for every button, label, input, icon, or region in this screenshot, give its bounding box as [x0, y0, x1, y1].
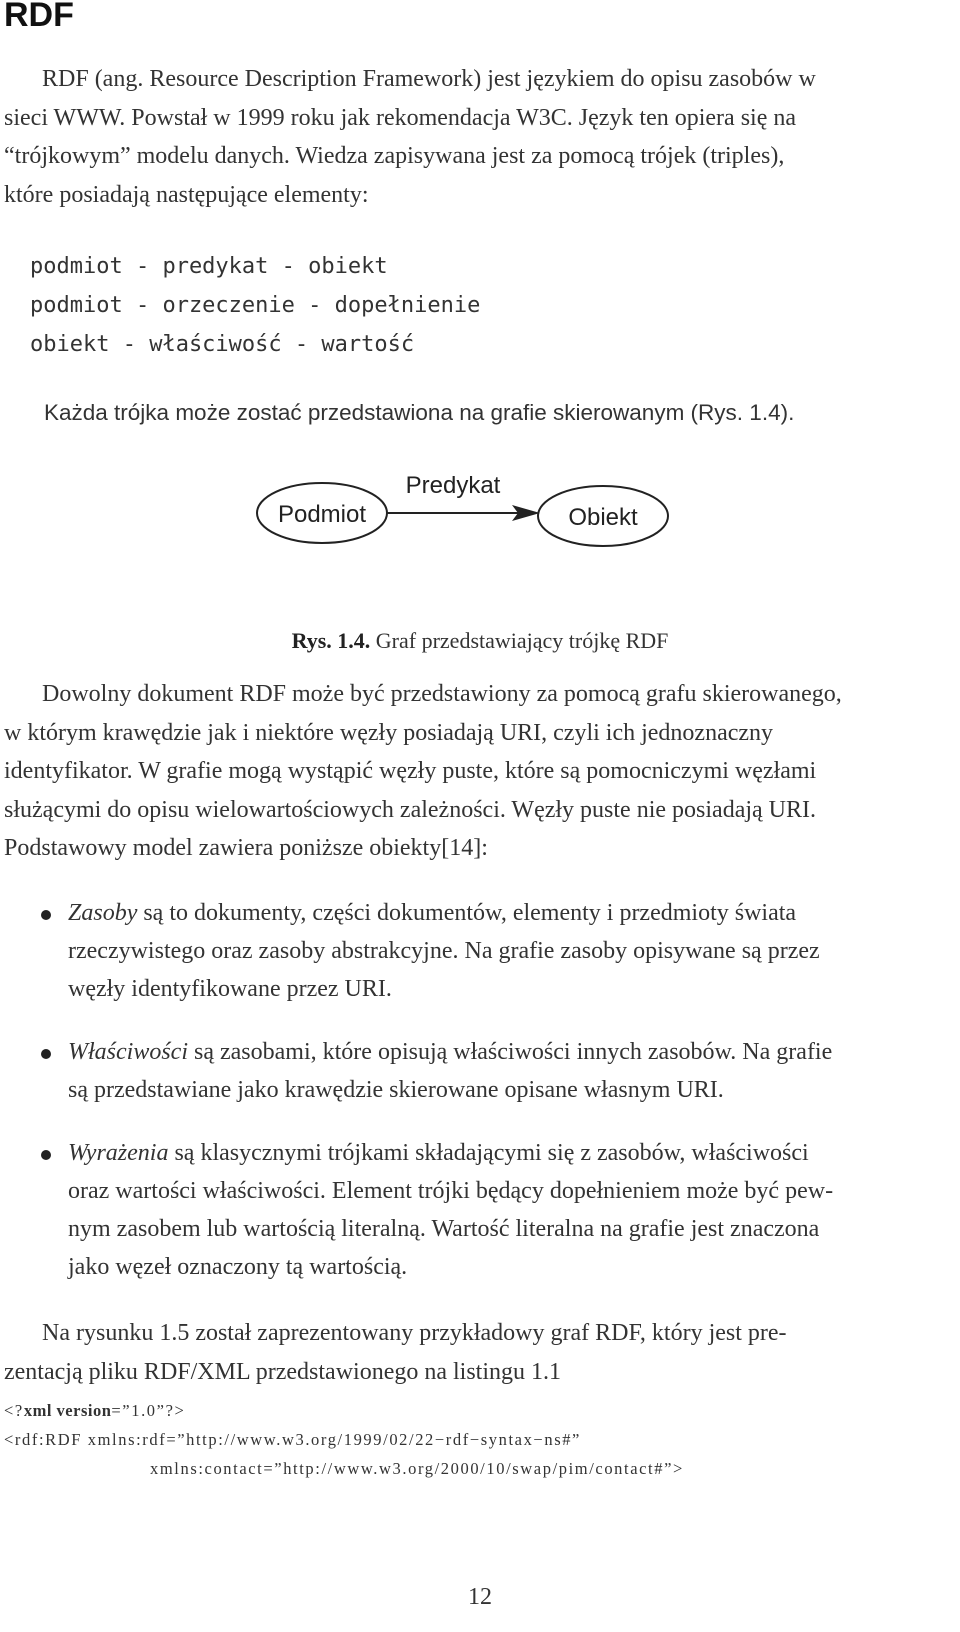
intro-line-3: “trójkowym” modelu danych. Wiedza zapisywana jest za pomocą trójek (triples),: [4, 143, 785, 169]
bullet-icon: [41, 1150, 51, 1160]
bullet-term: Właściwości: [68, 1039, 188, 1065]
bullet-line: są zasobami, które opisują właściwości innych zasobów. Na grafie: [188, 1039, 833, 1065]
intro-line-2: sieci WWW. Powstał w 1999 roku jak rekomendacja W3C. Język ten opiera się na: [4, 104, 797, 131]
bullet-term: Wyrażenia: [68, 1140, 169, 1166]
doc-line-1: Dowolny dokument RDF może być przedstawiony za pomocą grafu skierowanego,: [42, 681, 842, 707]
doc-line-4: służącymi do opisu wielowartościowych zależności. Węzły puste nie posiadają URI.: [4, 796, 816, 823]
figure-caption-label: Rys. 1.4.: [291, 628, 371, 653]
triple-line-2: podmiot - orzeczenie - dopełnienie: [30, 293, 481, 318]
listing-keyword: xml version: [23, 1401, 112, 1420]
figure-caption-text: Graf przedstawiający trójkę RDF: [375, 628, 669, 653]
intro-line-4: które posiadają następujące elementy:: [4, 181, 369, 208]
bullet-line: oraz wartości właściwości. Element trójki będący dopełnieniem może być pew-: [68, 1178, 834, 1204]
triple-line-1: podmiot - predykat - obiekt: [30, 254, 388, 279]
bullet-line: są klasycznymi trójkami składającymi się z zasobów, właściwości: [168, 1140, 809, 1166]
listing-line-3: xmlns:contact=”http://www.w3.org/2000/10/swap/pim/contact#”>: [150, 1459, 684, 1478]
bullet-icon: [41, 910, 51, 920]
doc-line-5: Podstawowy model zawiera poniższe obiekty[14]:: [4, 835, 488, 861]
doc-line-3: identyfikator. W grafie mogą wystąpić węzły puste, które są pomocniczymi węzłami: [4, 758, 817, 784]
graph-intro-text: Każda trójka może zostać przedstawiona na grafie skierowanym (Rys. 1.4).: [44, 400, 795, 425]
subject-label: Podmiot: [277, 501, 367, 528]
intro-line-1: RDF (ang. Resource Description Framework) jest językiem do opisu zasobów w: [42, 66, 816, 92]
triple-line-3: obiekt - właściwość - wartość: [30, 332, 415, 357]
listing-line-1: [4, 1401, 185, 1421]
bullet-line: są to dokumenty, części dokumentów, elementy i przedmioty świata: [137, 900, 797, 926]
document-paragraph: [4, 675, 954, 868]
intro-paragraph: [4, 60, 954, 214]
bullet-line: są przedstawiane jako krawędzie skierowane opisane własnym URI.: [68, 1077, 724, 1103]
listing-token: <?: [4, 1401, 24, 1420]
object-label: Obiekt: [568, 504, 638, 531]
bullet-line: rzeczywistego oraz zasoby abstrakcyjne. Na grafie zasoby opisywane są przez: [68, 938, 820, 964]
page-number: 12: [468, 1584, 492, 1610]
bullet-icon: [41, 1049, 51, 1059]
listing-token: =”1.0”?>: [111, 1401, 186, 1420]
bullet-term: Zasoby: [68, 900, 138, 926]
bullet-line: nym zasobem lub wartością literalną. Wartość literalna na grafie jest znaczona: [68, 1216, 820, 1242]
ref-line-1: Na rysunku 1.5 został zaprezentowany przykładowy graf RDF, który jest pre-: [42, 1320, 787, 1346]
figure-caption: [0, 628, 960, 654]
rdf-triple-diagram: [256, 476, 676, 560]
bullet-line: jako węzeł oznaczony tą wartością.: [68, 1254, 408, 1280]
predicate-label: Predykat: [405, 476, 501, 499]
ref-line-2: zentacją pliku RDF/XML przedstawionego na listingu 1.1: [4, 1358, 562, 1385]
doc-line-2: w którym krawędzie jak i niektóre węzły posiadają URI, czyli ich jednoznaczny: [4, 719, 774, 746]
figure-reference-paragraph: [4, 1314, 954, 1391]
listing-line-2: <rdf:RDF xmlns:rdf=”http://www.w3.org/1999/02/22−rdf−syntax−ns#”: [4, 1430, 581, 1449]
page-title: RDF: [4, 0, 74, 34]
bullet-line: węzły identyfikowane przez URI.: [68, 976, 392, 1002]
